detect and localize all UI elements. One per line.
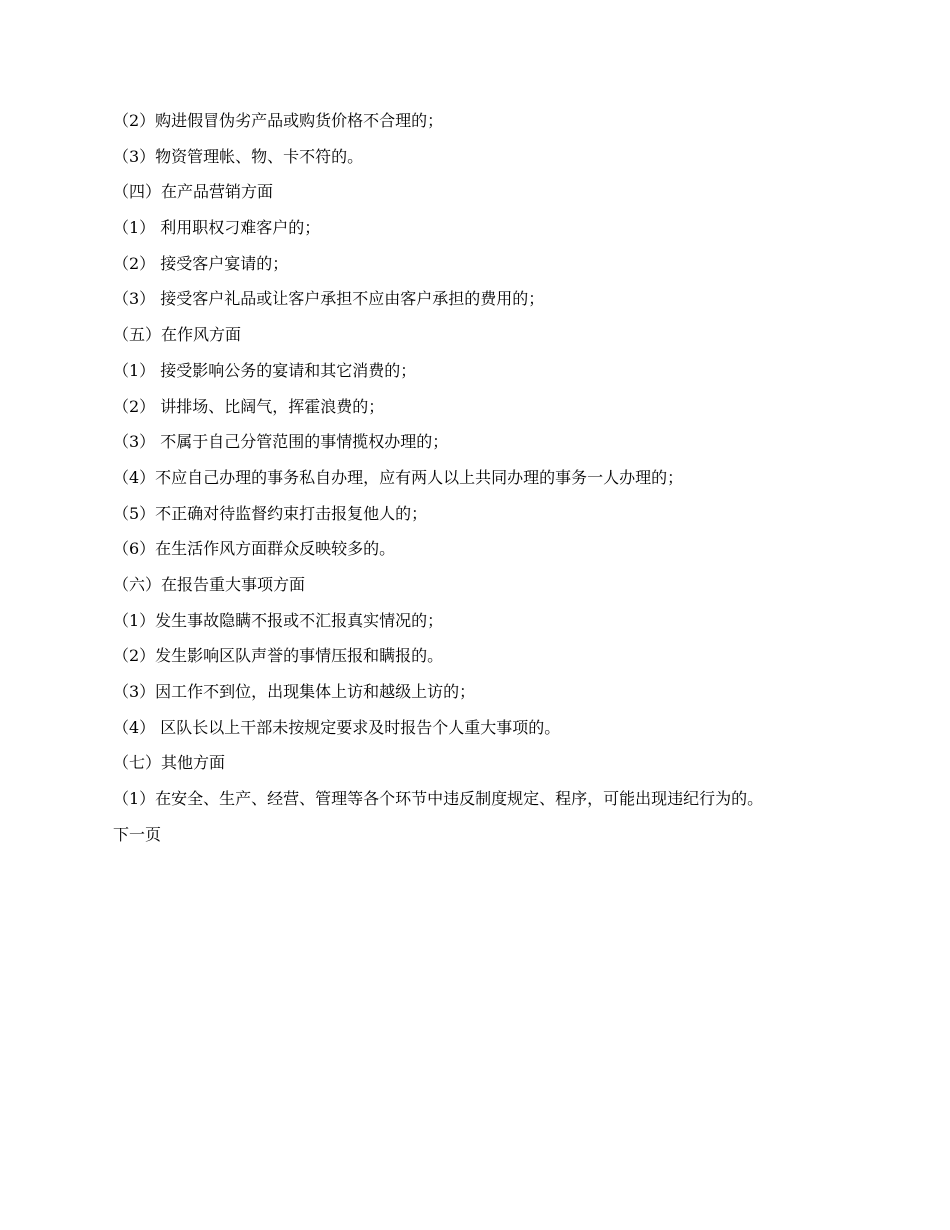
paragraph-line: （2）购进假冒伪劣产品或购货价格不合理的； xyxy=(113,111,444,130)
paragraph-line: （1）发生事故隐瞒不报或不汇报真实情况的； xyxy=(113,610,444,630)
paragraph-line: （4） 区队长以上干部未按规定要求及时报告个人重大事项的。 xyxy=(113,717,561,737)
paragraph-line: （6）在生活作风方面群众反映较多的。 xyxy=(113,539,396,559)
paragraph-line: （3） 接受客户礼品或让客户承担不应由客户承担的费用的； xyxy=(113,289,545,309)
paragraph-line: （1） 接受影响公务的宴请和其它消费的； xyxy=(113,360,417,380)
paragraph-line: （2） 接受客户宴请的； xyxy=(113,253,289,273)
paragraph-line: （3）因工作不到位，出现集体上访和越级上访的； xyxy=(113,682,476,701)
paragraph-line: （1）在安全、生产、经营、管理等各个环节中违反制度规定、程序，可能出现违纪行为的。 xyxy=(113,789,764,809)
paragraph-line: （2） 讲排场、比阔气，挥霍浪费的； xyxy=(113,396,385,416)
section-heading: （七）其他方面 xyxy=(113,753,226,773)
section-heading: （四）在产品营销方面 xyxy=(113,182,274,202)
paragraph-line: （4）不应自己办理的事务私自办理，应有两人以上共同办理的事务一人办理的； xyxy=(113,467,684,487)
paragraph-line: （1） 利用职权刁难客户的； xyxy=(113,218,321,238)
paragraph-line: （2）发生影响区队声誉的事情压报和瞒报的。 xyxy=(113,646,444,666)
section-heading: （六）在报告重大事项方面 xyxy=(113,574,306,594)
paragraph-line: （3） 不属于自己分管范围的事情揽权办理的； xyxy=(113,432,449,452)
next-page-link[interactable]: 下一页 xyxy=(113,824,162,844)
section-heading: （五）在作风方面 xyxy=(113,325,242,345)
paragraph-line: （5）不正确对待监督约束打击报复他人的； xyxy=(113,503,428,523)
document-page xyxy=(113,111,840,860)
paragraph-line: （3）物资管理帐、物、卡不符的。 xyxy=(113,146,364,166)
